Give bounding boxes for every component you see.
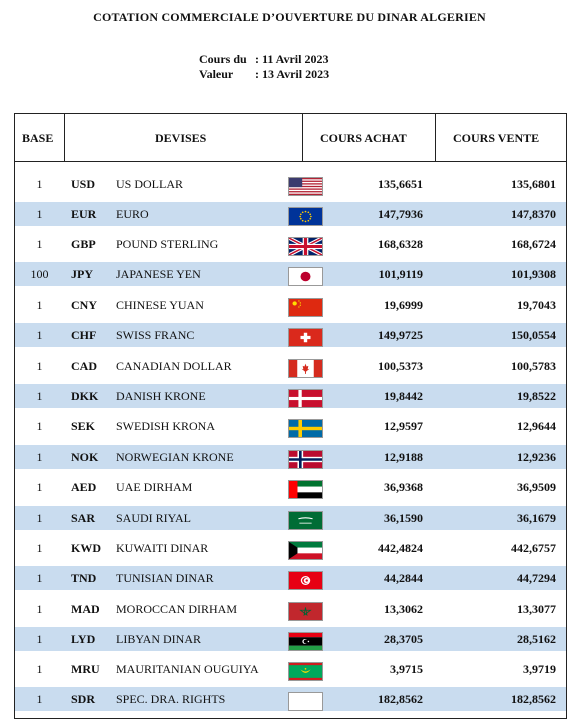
currency-name: SWISS FRANC: [116, 328, 195, 342]
currency-name: SWEDISH KRONA: [116, 419, 215, 433]
valeur-date: : 13 Avril 2023: [255, 67, 330, 81]
base-cell: 1: [36, 602, 43, 616]
ma-flag-icon: [288, 602, 323, 621]
table-row: [15, 414, 566, 438]
base-cell: 1: [36, 389, 43, 403]
currency-code: CAD: [71, 359, 97, 373]
currency-code: DKK: [71, 389, 99, 403]
kw-flag-icon: [288, 541, 323, 560]
header-divider: [302, 114, 303, 161]
table-row: [15, 262, 566, 286]
buy-rate: 12,9597: [384, 419, 423, 433]
header-base: BASE: [22, 131, 54, 145]
sell-rate: 150,0554: [511, 328, 556, 342]
cours-line: [199, 52, 329, 67]
table-row: [15, 506, 566, 530]
jp-flag-icon: [288, 267, 323, 286]
header-divider: [64, 114, 65, 161]
base-cell: 1: [36, 207, 43, 221]
currency-code: SEK: [71, 419, 96, 433]
rates-table: [14, 113, 567, 719]
currency-name: CANADIAN DOLLAR: [116, 359, 232, 373]
sa-flag-icon: [288, 511, 323, 530]
table-header: [15, 114, 566, 162]
base-cell: 1: [36, 328, 43, 342]
table-row: [15, 536, 566, 560]
mr-flag-icon: [288, 662, 323, 681]
currency-code: AED: [71, 480, 97, 494]
table-row: [15, 687, 566, 711]
ae-flag-icon: [288, 480, 323, 499]
currency-name: UAE DIRHAM: [116, 480, 193, 494]
buy-rate: 44,2844: [384, 571, 423, 585]
buy-rate: 442,4824: [378, 541, 423, 555]
valeur-line: [199, 67, 329, 82]
currency-code: EUR: [71, 207, 97, 221]
cn-flag-icon: [288, 298, 323, 317]
header-divider: [435, 114, 436, 161]
currency-code: MRU: [71, 662, 100, 676]
document-title: COTATION COMMERCIALE D’OUVERTURE DU DINAR ALGERIEN: [93, 10, 486, 24]
base-cell: 1: [36, 662, 43, 676]
cours-label: Cours du: [199, 52, 247, 66]
sell-rate: 12,9236: [517, 450, 556, 464]
sell-rate: 168,6724: [511, 237, 556, 251]
base-cell: 1: [36, 177, 43, 191]
base-cell: 1: [36, 632, 43, 646]
currency-code: KWD: [71, 541, 101, 555]
currency-name: SAUDI RIYAL: [116, 511, 191, 525]
currency-name: CHINESE YUAN: [116, 298, 204, 312]
currency-code: GBP: [71, 237, 96, 251]
table-row: [15, 445, 566, 469]
buy-rate: 36,1590: [384, 511, 423, 525]
currency-name: MAURITANIAN OUGUIYA: [116, 662, 259, 676]
base-cell: 1: [36, 571, 43, 585]
table-row: [15, 354, 566, 378]
sell-rate: 28,5162: [517, 632, 556, 646]
buy-rate: 3,9715: [390, 662, 423, 676]
currency-code: LYD: [71, 632, 96, 646]
buy-rate: 168,6328: [378, 237, 423, 251]
no-flag-icon: [288, 450, 323, 469]
sell-rate: 36,9509: [517, 480, 556, 494]
buy-rate: 101,9119: [378, 267, 423, 281]
currency-name: NORWEGIAN KRONE: [116, 450, 234, 464]
valeur-label: Valeur: [199, 67, 234, 81]
buy-rate: 19,8442: [384, 389, 423, 403]
table-row: [15, 475, 566, 499]
currency-code: SDR: [71, 692, 96, 706]
table-row: [15, 657, 566, 681]
currency-name: MOROCCAN DIRHAM: [116, 602, 238, 616]
currency-name: DANISH KRONE: [116, 389, 206, 403]
currency-code: TND: [71, 571, 97, 585]
dk-flag-icon: [288, 389, 323, 408]
eu-flag-icon: [288, 207, 323, 226]
header-devises: DEVISES: [155, 131, 207, 145]
base-cell: 1: [36, 511, 43, 525]
ca-flag-icon: [288, 359, 323, 378]
currency-code: NOK: [71, 450, 99, 464]
us-flag-icon: [288, 177, 323, 196]
header-cours-achat: COURS ACHAT: [320, 131, 407, 145]
ly-flag-icon: [288, 632, 323, 651]
sell-rate: 182,8562: [511, 692, 556, 706]
table-row: [15, 293, 566, 317]
sell-rate: 101,9308: [511, 267, 556, 281]
currency-name: LIBYAN DINAR: [116, 632, 201, 646]
buy-rate: 36,9368: [384, 480, 423, 494]
table-row: [15, 202, 566, 226]
base-cell: 1: [36, 480, 43, 494]
base-cell: 1: [36, 692, 43, 706]
table-row: [15, 172, 566, 196]
sell-rate: 442,6757: [511, 541, 556, 555]
sell-rate: 12,9644: [517, 419, 556, 433]
sell-rate: 19,7043: [517, 298, 556, 312]
buy-rate: 19,6999: [384, 298, 423, 312]
currency-name: JAPANESE YEN: [116, 267, 201, 281]
table-row: [15, 566, 566, 590]
currency-name: TUNISIAN DINAR: [116, 571, 214, 585]
sell-rate: 19,8522: [517, 389, 556, 403]
currency-code: CHF: [71, 328, 97, 342]
currency-name: US DOLLAR: [116, 177, 184, 191]
header-cours-vente: COURS VENTE: [453, 131, 540, 145]
sell-rate: 3,9719: [523, 662, 556, 676]
gb-flag-icon: [288, 237, 323, 256]
ch-flag-icon: [288, 328, 323, 347]
sell-rate: 44,7294: [517, 571, 556, 585]
base-cell: 1: [36, 541, 43, 555]
base-cell: 1: [36, 450, 43, 464]
table-row: [15, 384, 566, 408]
buy-rate: 13,3062: [384, 602, 423, 616]
currency-code: MAD: [71, 602, 100, 616]
base-cell: 1: [36, 237, 43, 251]
currency-name: EURO: [116, 207, 149, 221]
sell-rate: 36,1679: [517, 511, 556, 525]
cours-date: : 11 Avril 2023: [255, 52, 329, 66]
table-row: [15, 323, 566, 347]
buy-rate: 28,3705: [384, 632, 423, 646]
base-cell: 100: [30, 267, 49, 281]
sell-rate: 100,5783: [511, 359, 556, 373]
buy-rate: 147,7936: [378, 207, 423, 221]
dates-block: [199, 52, 329, 82]
base-cell: 1: [36, 419, 43, 433]
base-cell: 1: [36, 359, 43, 373]
buy-rate: 149,9725: [378, 328, 423, 342]
sell-rate: 135,6801: [511, 177, 556, 191]
buy-rate: 100,5373: [378, 359, 423, 373]
sell-rate: 13,3077: [517, 602, 556, 616]
currency-code: CNY: [71, 298, 97, 312]
sdr-flag-icon: [288, 692, 323, 711]
currency-name: KUWAITI DINAR: [116, 541, 209, 555]
buy-rate: 12,9188: [384, 450, 423, 464]
currency-code: USD: [71, 177, 96, 191]
base-cell: 1: [36, 298, 43, 312]
currency-name: SPEC. DRA. RIGHTS: [116, 692, 226, 706]
buy-rate: 182,8562: [378, 692, 423, 706]
sell-rate: 147,8370: [511, 207, 556, 221]
currency-code: JPY: [71, 267, 93, 281]
table-row: [15, 627, 566, 651]
table-row: [15, 232, 566, 256]
table-row: [15, 597, 566, 621]
currency-name: POUND STERLING: [116, 237, 219, 251]
tn-flag-icon: [288, 571, 323, 590]
se-flag-icon: [288, 419, 323, 438]
currency-code: SAR: [71, 511, 96, 525]
buy-rate: 135,6651: [378, 177, 423, 191]
